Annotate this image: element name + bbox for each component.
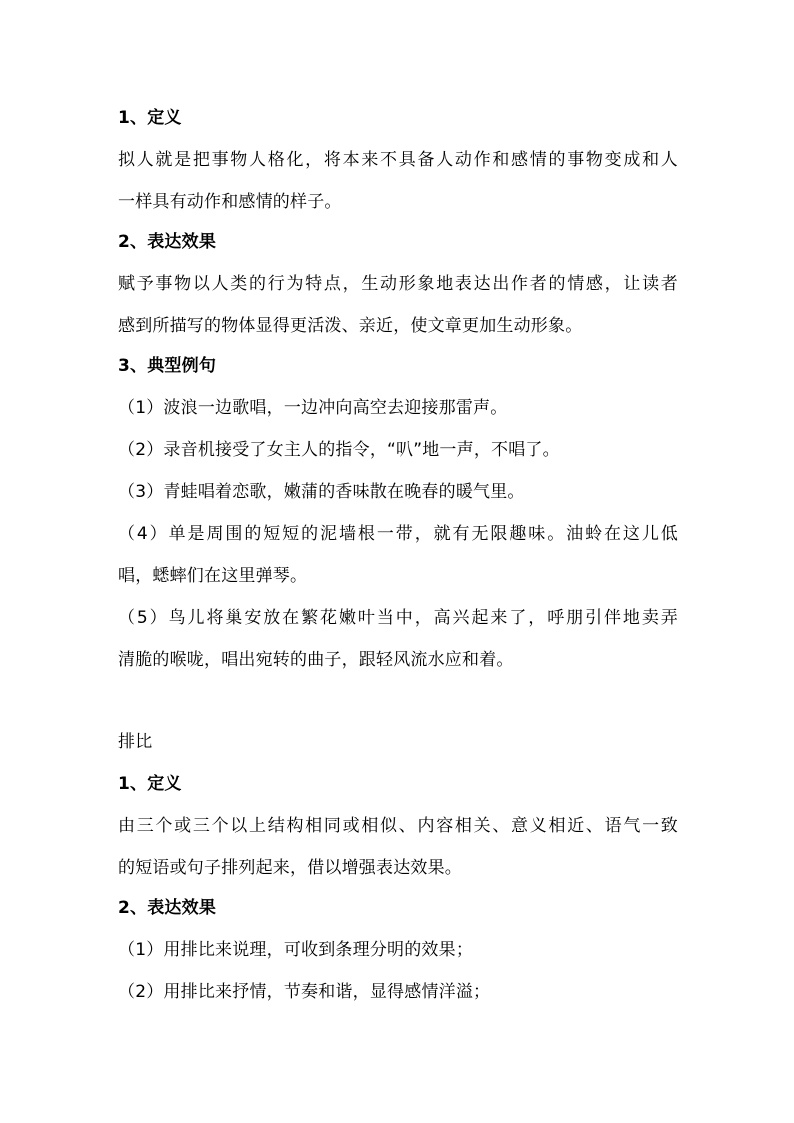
parallelism-effect-2: （2）用排比来抒情，节奏和谐，显得感情洋溢； (118, 982, 491, 1002)
personification-definition-text-line-1: 拟人就是把事物人格化，将本来不具备人动作和感情的事物变成和人 (118, 150, 678, 170)
personification-effect-text-line-1: 赋予事物以人类的行为特点，生动形象地表达出作者的情感，让读者 (118, 274, 678, 294)
personification-example-1: （1）波浪一边歌唱，一边冲向高空去迎接那雷声。 (118, 398, 508, 418)
parallelism-effect-heading: 2、表达效果 (118, 898, 217, 918)
personification-definition-text-line-2: 一样具有动作和感情的样子。 (118, 192, 342, 212)
personification-effect-heading: 2、表达效果 (118, 232, 217, 252)
personification-examples-heading: 3、典型例句 (118, 356, 217, 376)
parallelism-definition-text-line-1: 由三个或三个以上结构相同或相似、内容相关、意义相近、语气一致 (118, 816, 678, 836)
personification-definition-heading: 1、定义 (118, 108, 182, 128)
parallelism-title: 排比 (118, 732, 153, 752)
parallelism-definition-text-line-2: 的短语或句子排列起来，借以增强表达效果。 (118, 858, 462, 878)
parallelism-definition-heading: 1、定义 (118, 774, 182, 794)
personification-example-2: （2）录音机接受了女主人的指令，“叭”地一声，不唱了。 (118, 440, 560, 460)
personification-example-4-line-2: 唱，蟋蟀们在这里弹琴。 (118, 566, 308, 586)
personification-effect-text-line-2: 感到所描写的物体显得更活泼、亲近，使文章更加生动形象。 (118, 316, 583, 336)
personification-example-5-line-2: 清脆的喉咙，唱出宛转的曲子，跟轻风流水应和着。 (118, 650, 514, 670)
personification-example-5-line-1: （5）鸟儿将巢安放在繁花嫩叶当中，高兴起来了，呼朋引伴地卖弄 (118, 608, 678, 628)
personification-example-3: （3）青蛙唱着恋歌，嫩蒲的香味散在晚春的暖气里。 (118, 482, 525, 502)
personification-example-4-line-1: （4）单是周围的短短的泥墙根一带，就有无限趣味。油蛉在这儿低 (118, 524, 678, 544)
parallelism-effect-1: （1）用排比来说理，可收到条理分明的效果； (118, 940, 474, 960)
